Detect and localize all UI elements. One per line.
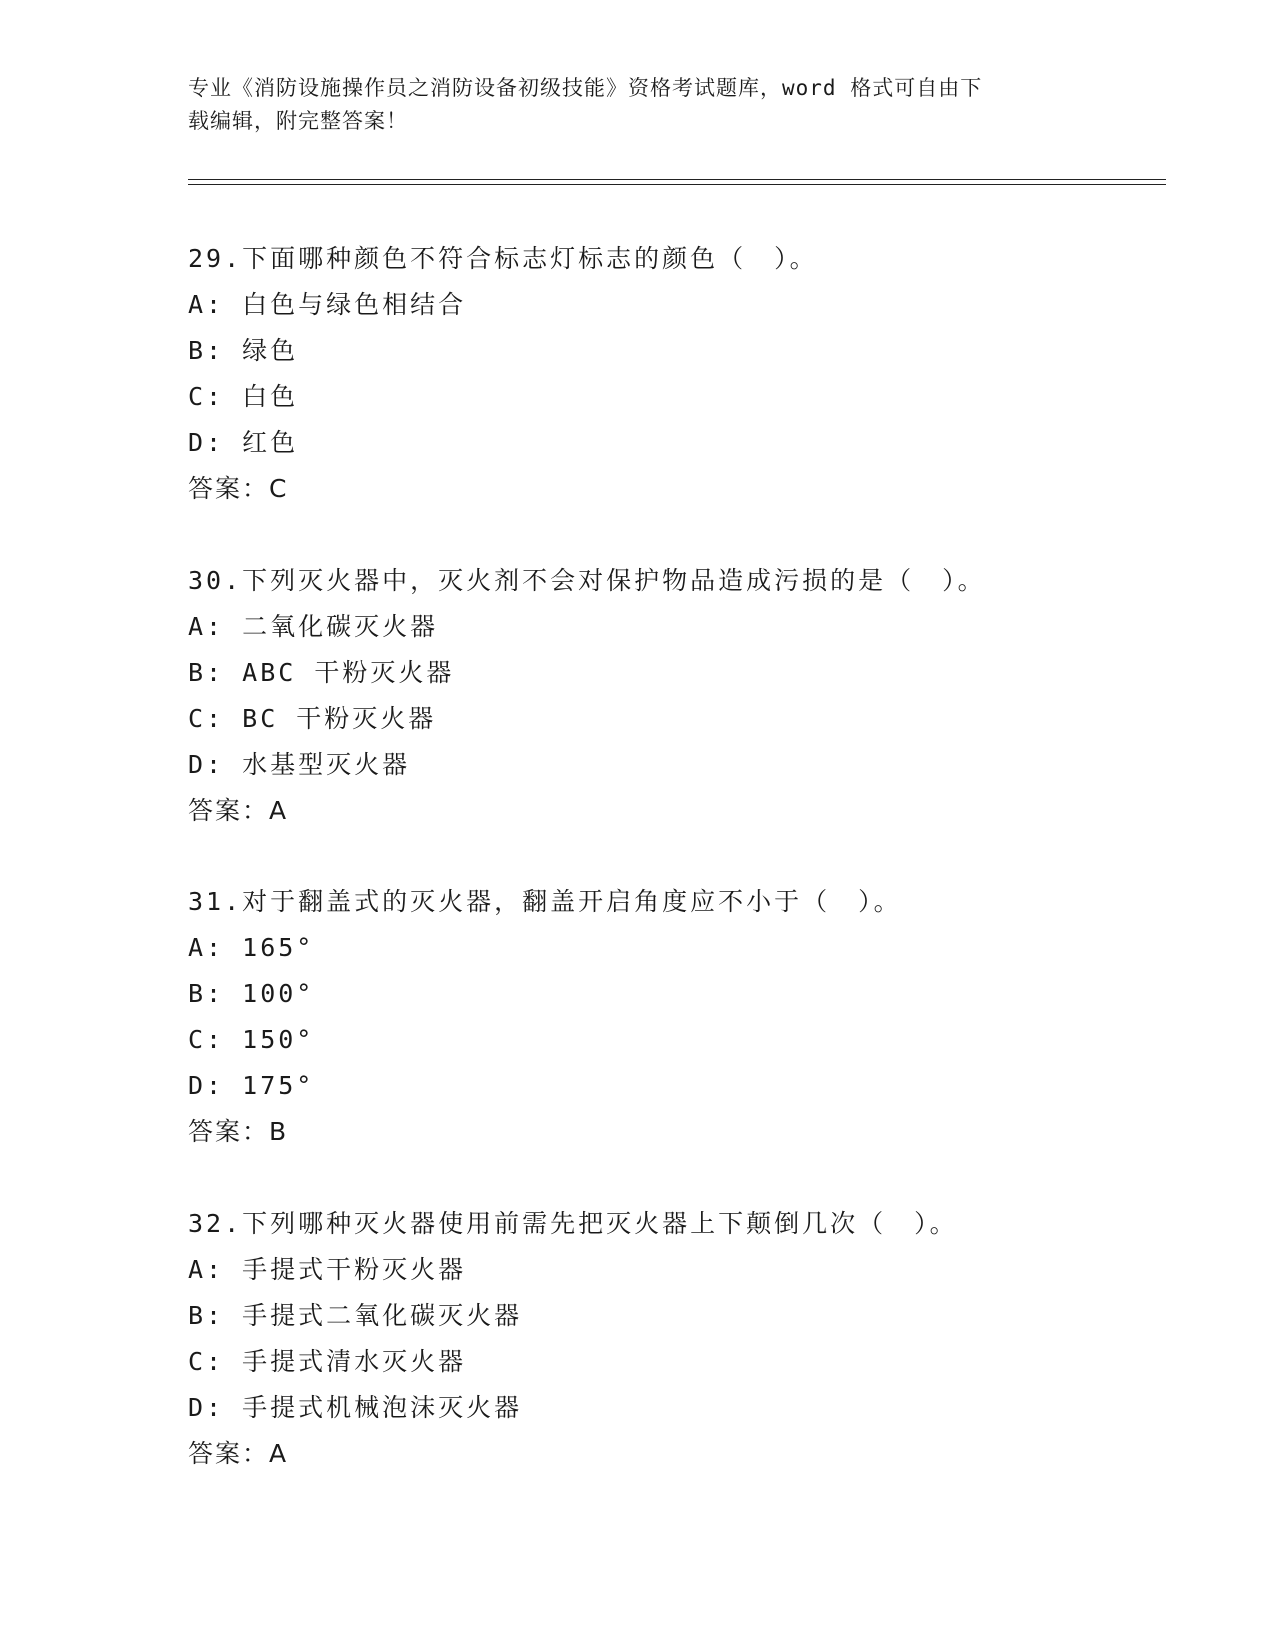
question-stem: 32.下列哪种灭火器使用前需先把灭火器上下颠倒几次（ ）。 [188, 1209, 958, 1238]
question-stem: 30.下列灭火器中，灭火剂不会对保护物品造成污损的是（ ）。 [188, 566, 986, 595]
option-d: D: 红色 [188, 428, 299, 457]
option-d: D: 175° [188, 1071, 315, 1100]
header-divider-top [188, 179, 1166, 180]
header-line-2: 载编辑，附完整答案！ [188, 109, 408, 133]
question-31 [188, 879, 1168, 1155]
answer: 答案：C [188, 474, 289, 503]
option-a: A: 白色与绿色相结合 [188, 290, 467, 319]
question-32 [188, 1201, 1168, 1477]
option-d: D: 手提式机械泡沫灭火器 [188, 1393, 523, 1422]
option-c: C: 150° [188, 1025, 315, 1054]
answer: 答案：B [188, 1117, 289, 1146]
question-29 [188, 236, 1168, 512]
option-c: C: 手提式清水灭火器 [188, 1347, 467, 1376]
header-divider-bottom [188, 184, 1166, 185]
option-b: B: 绿色 [188, 336, 299, 365]
option-a: A: 手提式干粉灭火器 [188, 1255, 467, 1284]
document-header [188, 72, 1088, 138]
header-line-1: 专业《消防设施操作员之消防设备初级技能》资格考试题库，word 格式可自由下 [188, 76, 983, 100]
option-c: C: BC 干粉灭火器 [188, 704, 437, 733]
question-30 [188, 558, 1168, 834]
option-b: B: 手提式二氧化碳灭火器 [188, 1301, 523, 1330]
option-d: D: 水基型灭火器 [188, 750, 411, 779]
question-stem: 31.对于翻盖式的灭火器，翻盖开启角度应不小于（ ）。 [188, 887, 902, 916]
answer: 答案：A [188, 796, 289, 825]
answer: 答案：A [188, 1439, 289, 1468]
option-a: A: 二氧化碳灭火器 [188, 612, 439, 641]
option-b: B: ABC 干粉灭火器 [188, 658, 455, 687]
option-c: C: 白色 [188, 382, 299, 411]
option-b: B: 100° [188, 979, 315, 1008]
option-a: A: 165° [188, 933, 315, 962]
question-stem: 29.下面哪种颜色不符合标志灯标志的颜色（ ）。 [188, 244, 818, 273]
